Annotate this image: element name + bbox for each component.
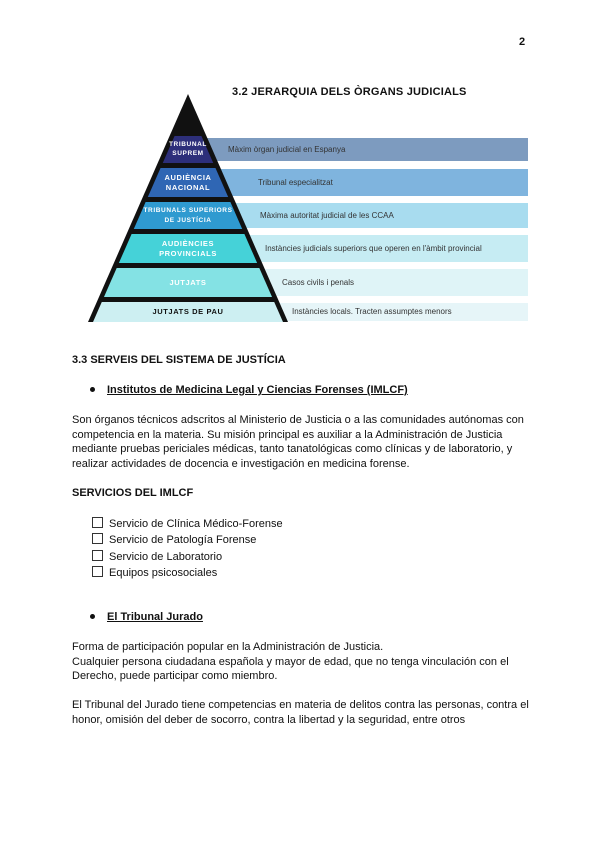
tier-label-line: JUTJATS DE PAU xyxy=(152,307,224,316)
tier-label-line: SUPREM xyxy=(172,150,204,157)
checkbox-icon[interactable] xyxy=(92,566,103,577)
tier-label-line: TRIBUNALS SUPERIORS xyxy=(143,207,233,214)
jury-line: Forma de participación popular en la Administración de Justicia. xyxy=(72,641,384,653)
pyramid-apex xyxy=(170,94,207,136)
checkbox-icon[interactable] xyxy=(92,517,103,528)
judicial-pyramid xyxy=(0,0,600,340)
tier-label xyxy=(118,307,258,317)
service-item: Servicio de Laboratorio xyxy=(92,549,283,565)
tier-label-line: AUDIÈNCIES xyxy=(161,239,215,248)
jury-title: El Tribunal Jurado xyxy=(107,611,203,623)
tier-label xyxy=(118,239,258,259)
bullet-dot xyxy=(90,614,95,619)
band-description: Màxima autoritat judicial de les CCAA xyxy=(260,211,394,220)
band-description: Màxim òrgan judicial en Espanya xyxy=(228,145,346,154)
band-description: Instàncies locals. Tracten assumptes menors xyxy=(292,307,452,316)
bullet-imlcf xyxy=(90,384,408,396)
page-number: 2 xyxy=(519,36,526,48)
tier-label-line: AUDIÈNCIA xyxy=(164,173,212,182)
tier-label-line: TRIBUNAL xyxy=(168,141,208,148)
jury-line: Cualquier persona ciudadana española y mayor de edad, que no tenga vinculación con el Derecho, puede participar como miembro. xyxy=(72,655,509,682)
service-item: Servicio de Patología Forense xyxy=(92,532,283,548)
band-description: Instàncies judicials superiors que operen en l'àmbit provincial xyxy=(265,244,482,253)
services-heading: SERVICIOS DEL IMLCF xyxy=(72,487,194,499)
services-list xyxy=(92,516,283,581)
section-heading: 3.3 SERVEIS DEL SISTEMA DE JUSTÍCIA xyxy=(72,354,286,366)
tier-label-line: PROVINCIALS xyxy=(159,249,217,258)
tier-label-line: JUTJATS xyxy=(169,278,207,287)
bullet-jury xyxy=(90,611,203,623)
tier-label xyxy=(118,278,258,288)
band-description: Tribunal especialitzat xyxy=(258,178,333,187)
tier-label-line: DE JUSTÍCIA xyxy=(164,217,212,224)
service-item: Equipos psicosociales xyxy=(92,565,283,581)
imlcf-title: Institutos de Medicina Legal y Ciencias Forenses (IMLCF) xyxy=(107,384,408,396)
imlcf-paragraph: Son órganos técnicos adscritos al Ministerio de Justicia o a las comunidades autónomas con competencia en la materia. Su misión principal es auxiliar a la Administración de Justicia mediante pruebas periciales médicas, tanto tanatológicas como clínicas y de laboratorio, y realizar actividades de docencia e investigación en medicina forense. xyxy=(72,414,524,470)
checkbox-icon[interactable] xyxy=(92,550,103,561)
hierarchy-title: 3.2 JERARQUIA DELS ÒRGANS JUDICIALS xyxy=(232,86,467,98)
bullet-dot xyxy=(90,387,95,392)
tier-label xyxy=(118,173,258,193)
tier-label-line: NACIONAL xyxy=(165,183,211,192)
jury-paragraph-2: El Tribunal del Jurado tiene competencias en materia de delitos contra las personas, contra el honor, omisión del deber de socorro, contra la libertad y la seguridad, entre otros xyxy=(72,699,529,726)
band-description: Casos civils i penals xyxy=(282,278,355,287)
jury-paragraph-1 xyxy=(72,640,542,684)
tier-label xyxy=(118,206,258,226)
tier-label xyxy=(118,140,258,158)
service-item: Servicio de Clínica Médico-Forense xyxy=(92,516,283,532)
checkbox-icon[interactable] xyxy=(92,533,103,544)
